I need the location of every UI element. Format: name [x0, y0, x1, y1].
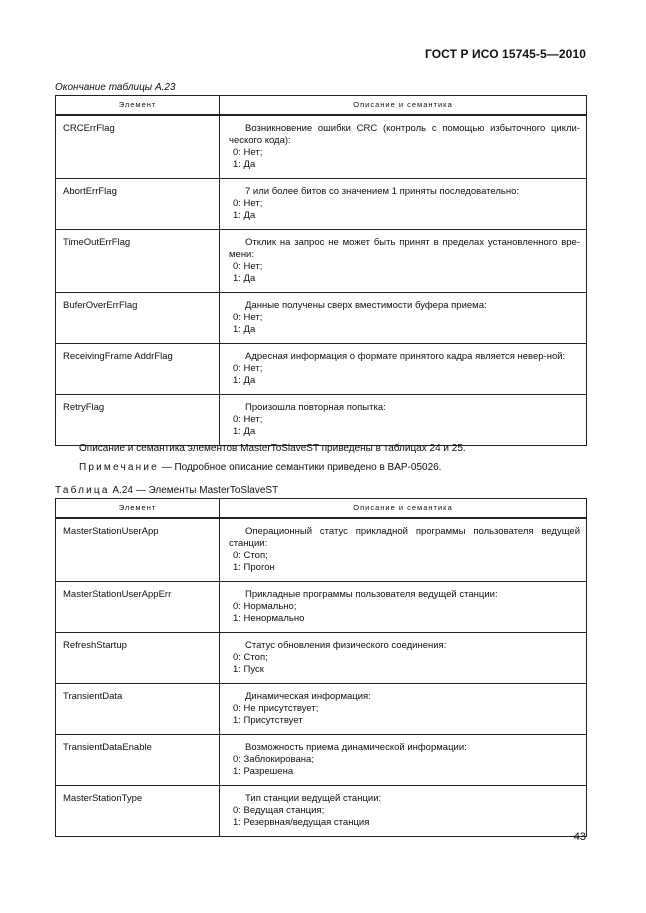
description-text: Операционный статус прикладной программы пользователя ведущей станции: [229, 526, 580, 549]
description-text: 7 или более битов со значением 1 приняты последовательно: [245, 186, 520, 197]
value-option: 1: Да [233, 324, 256, 335]
value-option: 1: Присутствует [233, 715, 303, 726]
element-name-cell: TransientData [56, 684, 220, 735]
value-option: 0: Нормально; [233, 601, 297, 612]
description-text: Возникновение ошибки CRC (контроль с помощью избыточного цикли-ческого кода): [229, 123, 580, 146]
description-text: Произошла повторная попытка: [245, 402, 386, 413]
description-text: Адресная информация о формате принятого кадра является невер-ной: [245, 351, 566, 362]
description-text: Данные получены сверх вместимости буфера приема: [245, 300, 487, 311]
table-a24-caption-label: Таблица [55, 485, 110, 496]
table-row [56, 633, 587, 684]
note [79, 462, 441, 473]
column-header-element: Элемент [56, 96, 220, 116]
element-name-cell: RetryFlag [56, 395, 220, 446]
table-row [56, 344, 587, 395]
description-cell [220, 179, 587, 230]
description-cell [220, 395, 587, 446]
value-option: 1: Пуск [233, 664, 264, 675]
element-name-cell: ReceivingFrame AddrFlag [56, 344, 220, 395]
description-cell [220, 582, 587, 633]
note-label: Примечание [79, 462, 159, 473]
description-text: Тип станции ведущей станции: [245, 793, 382, 804]
table-row [56, 179, 587, 230]
value-option: 1: Прогон [233, 562, 275, 573]
table-row [56, 293, 587, 344]
description-cell [220, 684, 587, 735]
table-a24-caption [55, 485, 278, 496]
description-cell [220, 344, 587, 395]
value-option: 1: Да [233, 375, 256, 386]
element-name-cell: MasterStationType [56, 786, 220, 837]
value-option: 0: Стоп; [233, 652, 268, 663]
paragraph-description: Описание и семантика элементов MasterToSlaveST приведены в таблицах 24 и 25. [79, 443, 466, 454]
value-option: 0: Заблокирована; [233, 754, 314, 765]
description-cell [220, 230, 587, 293]
value-option: 1: Да [233, 273, 256, 284]
table-row [56, 230, 587, 293]
value-option: 0: Ведущая станция; [233, 805, 325, 816]
value-option: 0: Нет; [233, 414, 263, 425]
table-a24-caption-text: А.24 — Элементы MasterToSlaveST [109, 485, 279, 496]
value-option: 0: Нет; [233, 363, 263, 374]
description-text: Динамическая информация: [245, 691, 371, 702]
description-text: Прикладные программы пользователя ведущей станции: [245, 589, 498, 600]
element-name-cell: MasterStationUserAppErr [56, 582, 220, 633]
table-row [56, 115, 587, 179]
value-option: 1: Резервная/ведущая станция [233, 817, 370, 828]
value-option: 1: Ненормально [233, 613, 305, 624]
table-a24 [55, 498, 587, 837]
element-name-cell: CRCErrFlag [56, 115, 220, 179]
table-row [56, 582, 587, 633]
page-number: 43 [573, 831, 586, 843]
value-option: 0: Нет; [233, 198, 263, 209]
value-option: 0: Нет; [233, 312, 263, 323]
column-header-description: Описание и семантика [220, 499, 587, 519]
column-header-description: Описание и семантика [220, 96, 587, 116]
table-a23-caption: Окончание таблицы А.23 [55, 82, 176, 93]
element-name-cell: MasterStationUserApp [56, 518, 220, 582]
value-option: 0: Нет; [233, 147, 263, 158]
element-name-cell: BuferOverErrFlag [56, 293, 220, 344]
description-cell [220, 115, 587, 179]
description-cell [220, 293, 587, 344]
element-name-cell: TransientDataEnable [56, 735, 220, 786]
description-cell [220, 633, 587, 684]
value-option: 0: Нет; [233, 261, 263, 272]
description-text: Отклик на запрос не может быть принят в пределах установленного вре-мени: [229, 237, 580, 260]
description-cell [220, 735, 587, 786]
description-text: Возможность приема динамической информации: [245, 742, 467, 753]
value-option: 0: Стоп; [233, 550, 268, 561]
table-row [56, 786, 587, 837]
element-name-cell: RefreshStartup [56, 633, 220, 684]
column-header-element: Элемент [56, 499, 220, 519]
value-option: 1: Да [233, 426, 256, 437]
table-a23 [55, 95, 587, 446]
value-option: 1: Да [233, 210, 256, 221]
table-row [56, 518, 587, 582]
table-row [56, 735, 587, 786]
description-text: Статус обновления физического соединения: [245, 640, 447, 651]
description-cell [220, 518, 587, 582]
element-name-cell: TimeOutErrFlag [56, 230, 220, 293]
value-option: 1: Разрешена [233, 766, 294, 777]
document-header: ГОСТ Р ИСО 15745-5—2010 [424, 47, 586, 61]
value-option: 0: Не присутствует; [233, 703, 319, 714]
value-option: 1: Да [233, 159, 256, 170]
element-name-cell: AbortErrFlag [56, 179, 220, 230]
note-text: — Подробное описание семантики приведено в BAP-05026. [158, 462, 442, 473]
table-row [56, 684, 587, 735]
description-cell [220, 786, 587, 837]
table-row [56, 395, 587, 446]
